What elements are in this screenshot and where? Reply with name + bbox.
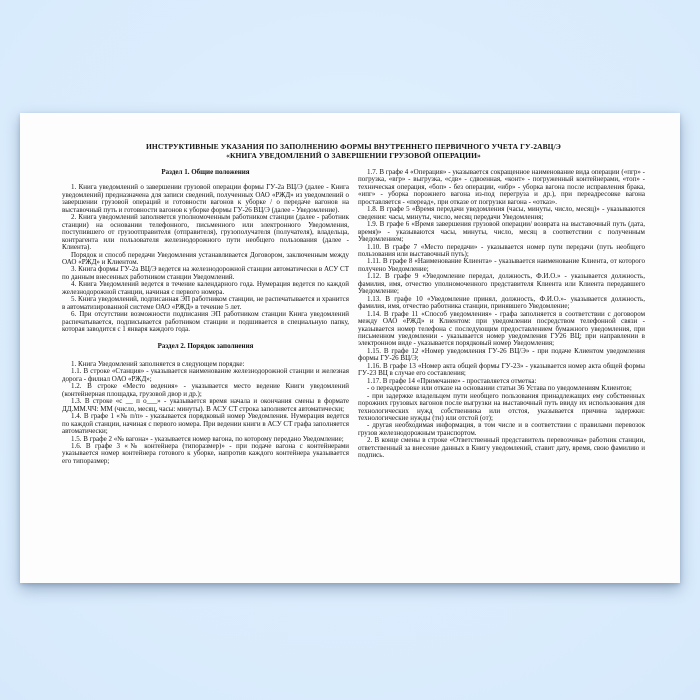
paragraph: 1.4. В графе 1 «№ п/п» - указывается порядковый номер Уведомления. Нумерация ведется по каждой станции, начиная с первого номера. При ведении книги в АСУ СТ графа заполняется автоматически;	[62, 412, 349, 436]
paragraph: 5. Книга уведомлений, подписанная ЭП работником станции, не распечатывается и хранится в автоматизированной системе ОАО «РЖД» в течение 5 лет.	[62, 295, 349, 311]
paragraph: 6. При отсутствии возможности подписания ЭП работником станции Книга уведомлений распечатывается, подписывается работником станции и подшивается в специальную папку, которая заводится с 1 января каждого года.	[62, 310, 349, 334]
document-title	[62, 142, 645, 160]
paragraph: 1.8. В графе 5 «Время передачи уведомления (часы, минуты, число, месяц)» - указываются сведения: часы, минуты, число, месяц передачи Уведомления;	[358, 205, 645, 221]
document-page	[20, 113, 680, 583]
paragraph: 1.7. В графе 4 «Операция» - указывается сокращенное наименование вида операции («пгр» - погрузка, «вгр» - выгрузка, «сдв» - сдвоенная, «конт» - погруженный контейнерами, «топ» - техническая операция, «боп» - без операции, «ибр» - уборка вагона после исправления брака, «ипг» - уборка порожнего вагона из-под перегруза и др.), при переадресовке вагона проставляется - «переад», при отказе от погрузки вагона - «отказ».	[358, 168, 645, 206]
section-heading: Раздел 1. Общие положения	[161, 168, 250, 176]
paragraph: 1. Книга Уведомлений заполняется в следующем порядке:	[71, 359, 245, 368]
paragraph: 1.14. В графе 11 «Способ уведомления» - графа заполняется в соответствии с договором между ОАО «РЖД» и Клиентом: при уведомлении посредством телефонной связи - указывается номер телефона с последующим предоставлением бумажного уведомления, при письменном уведомлении - указывается номер уведомления ГУ26 ВЦ; при направлении в электронном виде - указывается порядковый номер Уведомления;	[358, 309, 645, 348]
paragraph: 1.9. В графе 6 «Время завершения грузовой операции/ возврата на выставочный путь (дата, время)» - указываются часы, минуты, число, месяц в соответствии с полученным Уведомлением;	[358, 220, 645, 244]
two-column-layout	[62, 169, 645, 465]
paragraph: - другая необходимая информация, в том числе и в соответствии с правилами перевозок грузов железнодорожным транспортом.	[358, 421, 645, 437]
document-title-line1: ИНСТРУКТИВНЫЕ УКАЗАНИЯ ПО ЗАПОЛНЕНИЮ ФОРМЫ ВНУТРЕННЕГО ПЕРВИЧНОГО УЧЕТА ГУ-2АВЦ/Э	[146, 142, 561, 151]
paragraph: 4. Книга Уведомлений ведется в течение календарного года. Нумерация ведется по каждой железнодорожной станции, начиная с первого номера.	[62, 280, 349, 296]
section-heading: Раздел 2. Порядок заполнения	[157, 341, 254, 350]
right-column	[358, 169, 645, 465]
document-title-line2: «КНИГА УВЕДОМЛЕНИЙ О ЗАВЕРШЕНИИ ГРУЗОВОЙ ОПЕРАЦИИ»	[226, 151, 481, 160]
paragraph: 3. Книга формы ГУ-2а ВЦ/Э ведется на железнодорожной станции автоматически в АСУ СТ по данным внесенных работником станции Уведомлений.	[62, 265, 349, 281]
paragraph: - о переадресовке или отказе на основании статьи 36 Устава по уведомлениям Клиентов;	[367, 384, 632, 393]
paragraph: 1.5. В графе 2 «№ вагона» - указывается номер вагона, по которому передано Уведомление;	[71, 434, 344, 443]
paragraph: 1.2. В строке «Место ведения» - указывается место ведение Книги уведомлений (контейнерная площадка, грузовой двор и др.);	[62, 382, 349, 398]
paragraph: Порядок и способ передачи Уведомления устанавливается Договором, заключенным между ОАО «РЖД» и Клиентом.	[62, 250, 349, 266]
left-column	[62, 169, 349, 465]
paragraph: 1.11. В графе 8 «Наименование Клиента» - указывается наименование Клиента, от которого получено Уведомление;	[358, 257, 645, 273]
paragraph: 1. Книга уведомлений о завершении грузовой операции формы ГУ-2а ВЦ/Э (далее - Книга уведомлений) предназначена для записи сведений, полученных ОАО «РЖД» из уведомлений о завершении грузовой операций и готовности вагонов к уборке / о передаче вагонов на выставочный путь и готовности вагонов к уборке формы ГУ-26 ВЦ/Э (далее - Уведомление).	[62, 183, 349, 214]
paragraph: 1.3. В строке «с __ п о___» - указывается время начала и окончания смены в формате ДД.ММ.ЧЧ: ММ (число, месяц, часы: минуты). В АСУ СТ строка заполняется автоматически;	[62, 397, 349, 413]
paragraph: 1.1. В строке «Станция» - указывается наименование железнодорожной станции и железная дорога - филиал ОАО «РЖД»;	[62, 367, 349, 383]
paragraph: 2. В конце смены в строке «Ответственный представитель перевозчика» работник станции, ответственный за внесение данных в Книгу уведомлений, ставит дату, время, свою фамилию и подпись.	[358, 436, 645, 460]
paragraph: 1.15. В графе 12 «Номер уведомления ГУ-26 ВЦ/Э» - при подаче Клиентом уведомления формы ГУ-26 ВЦ/Э;	[358, 346, 645, 363]
paragraph: 1.12. В графе 9 «Уведомление передал, должность, Ф.И.О.» - указывается должность, фамилия, имя, отчество уполномоченного представителя Клиента или Клиента передавшего Уведомление;	[358, 272, 645, 296]
paragraph: 1.13. В графе 10 «Уведомление принял, должность, Ф.И.О.»- указывается должность, фамилия, имя, отчество работника станции, принявшего Уведомление;	[358, 294, 645, 311]
paragraph: 1.17. В графе 14 «Примечание» - проставляется отметка:	[367, 376, 537, 385]
paragraph: 1.16. В графе 13 «Номер акта общей формы ГУ-23» - указывается номер акта общей формы ГУ-23 ВЦ в случае его составления;	[358, 361, 645, 378]
paragraph: 1.6. В графе 3 «№ контейнера (типоразмер)» - при подаче вагона с контейнерами указывается номер контейнера готового к уборке, напротив каждого контейнера указывается его типоразмер;	[62, 441, 349, 465]
paragraph: 1.10. В графе 7 «Место передачи» - указывается номер пути передачи (путь необщего пользования или выставочный путь);	[358, 242, 645, 258]
paragraph: 2. Книга уведомлений заполняется уполномоченным работником станции (далее - работник станции) на основании телефонного, письменного или электронного Уведомления, поступившего от грузоотправителя (отправителя), грузополучателя (получателя), владельца, контрагента или пользователя железнодорожного пути необщего пользования (далее - Клиента).	[62, 213, 349, 252]
paragraph: - при задержке владельцем пути необщего пользования принадлежащих ему собственных порожних грузовых вагонов после выгрузки на выставочный путь ввиду их использования для технологических нужд собственника или отстоя, указывается причина задержки: технологические нужды (тн) или отстой (от);	[358, 391, 645, 422]
